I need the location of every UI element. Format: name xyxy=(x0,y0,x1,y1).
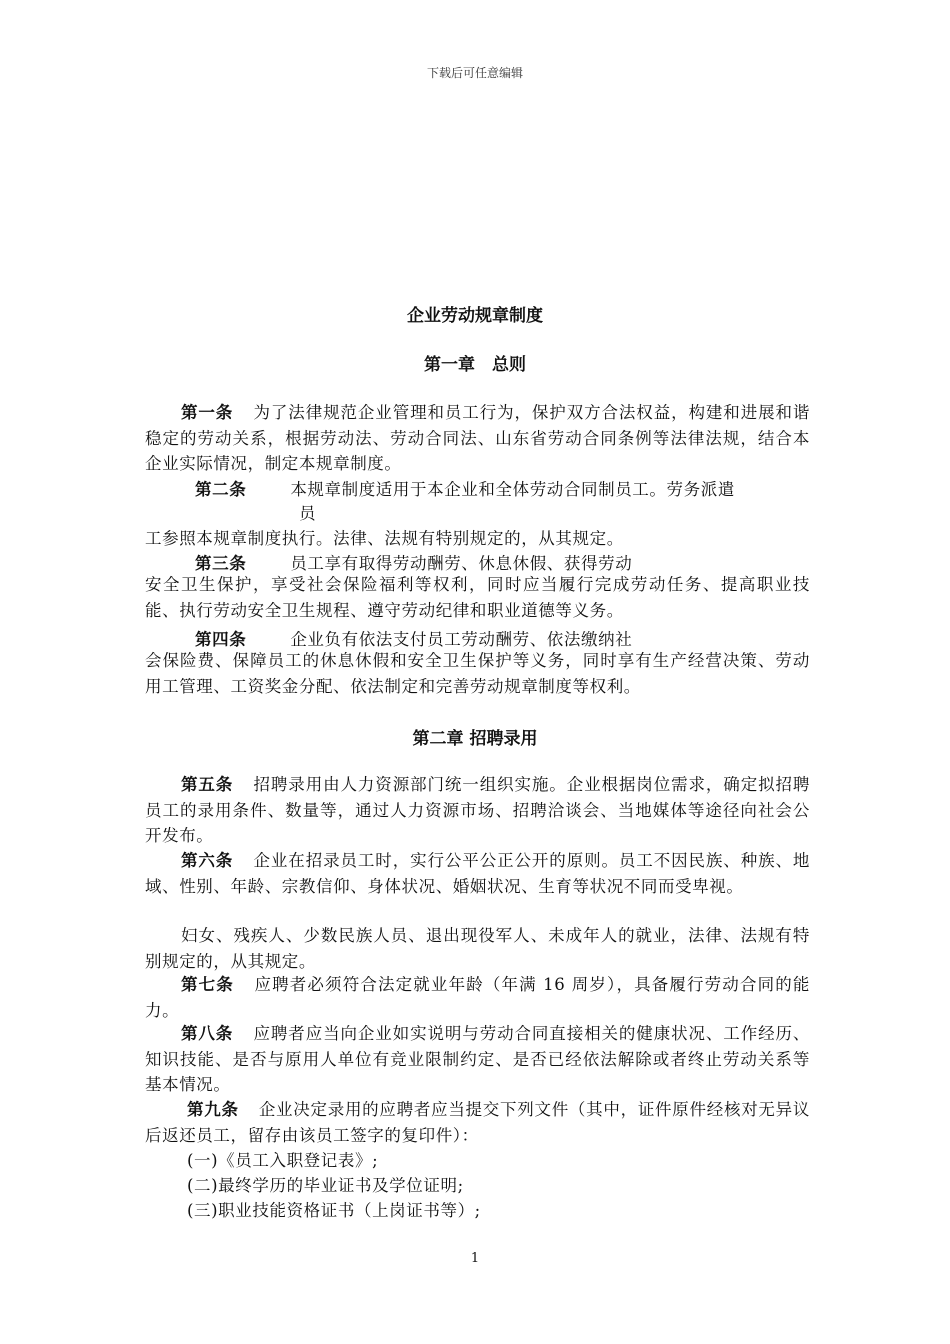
article-1-text: 为了法律规范企业管理和员工行为，保护双方合法权益，构建和进展和谐稳定的劳动关系，根据劳动法、劳动合同法、山东省劳动合同条例等法律法规，结合本企业实际情况，制定本规章制度。 xyxy=(145,403,810,473)
article-6-extra: 妇女、残疾人、少数民族人员、退出现役军人、未成年人的就业，法律、法规有特别规定的，从其规定。 xyxy=(145,926,810,971)
article-2-line-1 xyxy=(195,476,735,500)
article-3-line-1 xyxy=(195,550,632,574)
article-8 xyxy=(145,1021,810,1098)
article-2-label: 第二条 xyxy=(195,480,247,499)
article-5-label: 第五条 xyxy=(181,775,234,794)
list-item: (一)《员工入职登记表》; xyxy=(187,1151,379,1170)
article-8-label: 第八条 xyxy=(181,1024,234,1043)
article-1-label: 第一条 xyxy=(181,403,234,422)
article-9 xyxy=(145,1097,810,1148)
article-7-label: 第七条 xyxy=(181,975,234,994)
list-item: (三)职业技能资格证书（上岗证书等）; xyxy=(187,1201,481,1220)
article-4-line-1 xyxy=(195,626,632,650)
article-4-body: 会保险费、保障员工的休息休假和安全卫生保护等义务，同时享有生产经营决策、劳动用工管理、工资奖金分配、依法制定和完善劳动规章制度等权利。 xyxy=(145,651,810,696)
page-number: 1 xyxy=(470,1251,480,1266)
article-5 xyxy=(145,772,810,849)
article-2-line-2: 员 xyxy=(299,504,317,523)
article-1 xyxy=(145,400,810,477)
list-item: (二)最终学历的毕业证书及学位证明; xyxy=(187,1176,464,1195)
chapter-1-title: 第一章 总则 xyxy=(424,355,526,375)
article-6-text: 企业在招录员工时，实行公平公正公开的原则。员工不因民族、种族、地域、性别、年龄、宗教信仰、身体状况、婚姻状况、生育等状况不同而受卑视。 xyxy=(145,851,810,896)
article-3-label: 第三条 xyxy=(195,554,247,573)
article-2-text-1: 本规章制度适用于本企业和全体劳动合同制员工。劳务派遣 xyxy=(290,480,735,499)
article-3-body: 安全卫生保护，享受社会保险福利等权利，同时应当履行完成劳动任务、提高职业技能、执行劳动安全卫生规程、遵守劳动纪律和职业道德等义务。 xyxy=(145,575,810,620)
article-6-label: 第六条 xyxy=(181,851,234,870)
article-4-label: 第四条 xyxy=(195,630,247,649)
article-9-text: 企业决定录用的应聘者应当提交下列文件（其中，证件原件经核对无异议后返还员工，留存由该员工签字的复印件）： xyxy=(145,1100,810,1145)
article-2-line-3: 工参照本规章制度执行。法律、法规有特别规定的，从其规定。 xyxy=(145,529,624,548)
article-9-label: 第九条 xyxy=(187,1100,239,1119)
article-4-text-1: 企业负有依法支付员工劳动酬劳、依法缴纳社 xyxy=(290,630,633,649)
article-7 xyxy=(145,972,810,1023)
article-3-text-1: 员工享有取得劳动酬劳、休息休假、获得劳动 xyxy=(290,554,633,573)
article-7-text: 应聘者必须符合法定就业年龄（年满 16 周岁），具备履行劳动合同的能力。 xyxy=(145,975,810,1020)
document-title: 企业劳动规章制度 xyxy=(407,306,543,326)
article-8-text: 应聘者应当向企业如实说明与劳动合同直接相关的健康状况、工作经历、知识技能、是否与原用人单位有竞业限制约定、是否已经依法解除或者终止劳动关系等基本情况。 xyxy=(145,1024,810,1094)
page-header: 下载后可任意编辑 xyxy=(426,66,523,80)
article-6 xyxy=(145,848,810,899)
article-5-text: 招聘录用由人力资源部门统一组织实施。企业根据岗位需求，确定拟招聘员工的录用条件、数量等，通过人力资源市场、招聘洽谈会、当地媒体等途径向社会公开发布。 xyxy=(145,775,810,845)
chapter-2-title: 第二章 招聘录用 xyxy=(412,729,538,749)
